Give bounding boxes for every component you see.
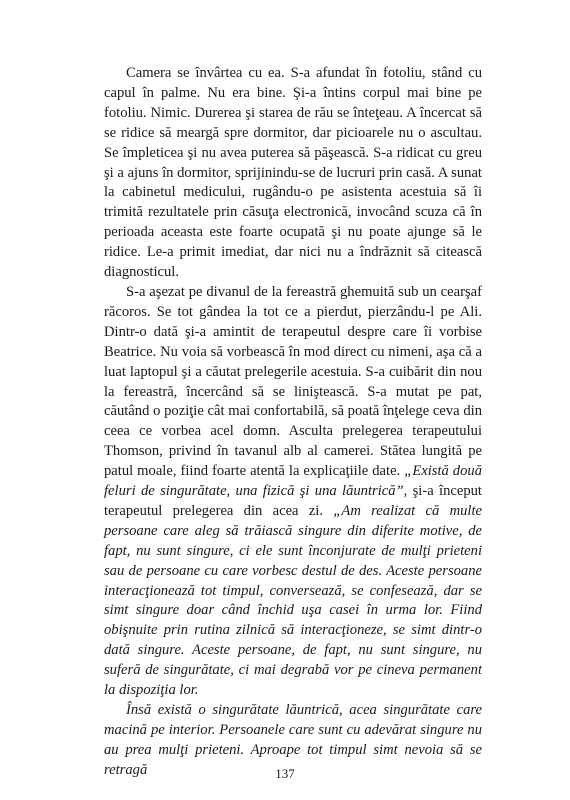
paragraph-2-narrative-continued: , şi-a început terapeutul prelegerea din acea zi. xyxy=(104,483,482,519)
paragraph-2-quote-lecture: „Am realizat că multe persoane care aleg să trăiască singure din diferite motive, de fapt, nu sunt singure, ci ele sunt înconjurate de mulţi prieteni sau de persoane cu care vorbesc destul de des. Aceste persoane interacţionează tot timpul, conversează, se confesează, dar se simt singure doar când închid uşa casei în urma lor. Fiind obişnuite prin rutina zilnică să interacţioneze, se simt dintr-o dată singure. Aceste persoane, de fapt, nu sunt singure, nu suferă de singurătate, ci mai degrabă vor pe cineva permanent la dispoziţia lor. xyxy=(104,502,482,699)
paragraph-2 xyxy=(104,283,482,701)
paragraph-1-text: Camera se învârtea cu ea. S-a afundat în fotoliu, stând cu capul în palme. Nu era bine. Şi-a întins corpul mai bine pe fotoliu. Nimic. Durerea şi starea de rău se înteţeau. A încercat să se ridice să meargă spre dormitor, dar picioarele nu o ascultau. Se împleticea şi nu avea puterea să păşească. S-a ridicat cu greu şi a ajuns în dormitor, sprijinindu-se de lucruri prin casă. A sunat la cabinetul medicului, rugându-o pe asistenta acestuia să îi trimită rezultatele prin căsuţa electronică, invocând scuza că în perioada aceasta este foarte ocupată şi nu poate ajunge să le ridice. Le-a primit imediat, dar nici nu a îndrăznit să citească diagnosticul. xyxy=(104,65,482,281)
paragraph-1 xyxy=(104,64,482,283)
paragraph-2-quote-opening: „Există două feluri de singurătate, una fizică şi una lăuntrică” xyxy=(104,463,482,500)
body-text xyxy=(104,64,482,781)
page-number: 137 xyxy=(275,766,295,781)
paragraph-2-narrative: S-a aşezat pe divanul de la fereastră ghemuită sub un cearşaf răcoros. Se tot gândea la tot ce a pierdut, pierzându-l pe Ali. Dintr-o dată şi-a amintit de terapeutul despre care îi vorbise Beatrice. Nu voia să vorbească în mod direct cu nimeni, aşa că a luat laptopul şi a căutat prelegerile acestuia. S-a cuibărit din nou la fereastră, încercând să se liniştească. S-a mutat pe pat, căutând o poziţie cât mai confortabilă, să poată înţelege ceva din ceea ce vorbea acel domn. Asculta prelegerea terapeutului Thomson, privind în tavanul alb al camerei. Stătea lungită pe patul moale, fiind foarte atentă la explicaţiile date. xyxy=(104,283,482,480)
paragraph-3-quote: Însă există o singurătate lăuntrică, acea singurătate care macină pe interior. Persoanele care sunt cu adevărat singure nu au prea mulţi prieteni. Aproape tot timpul simt nevoia să se retragă xyxy=(104,702,482,778)
